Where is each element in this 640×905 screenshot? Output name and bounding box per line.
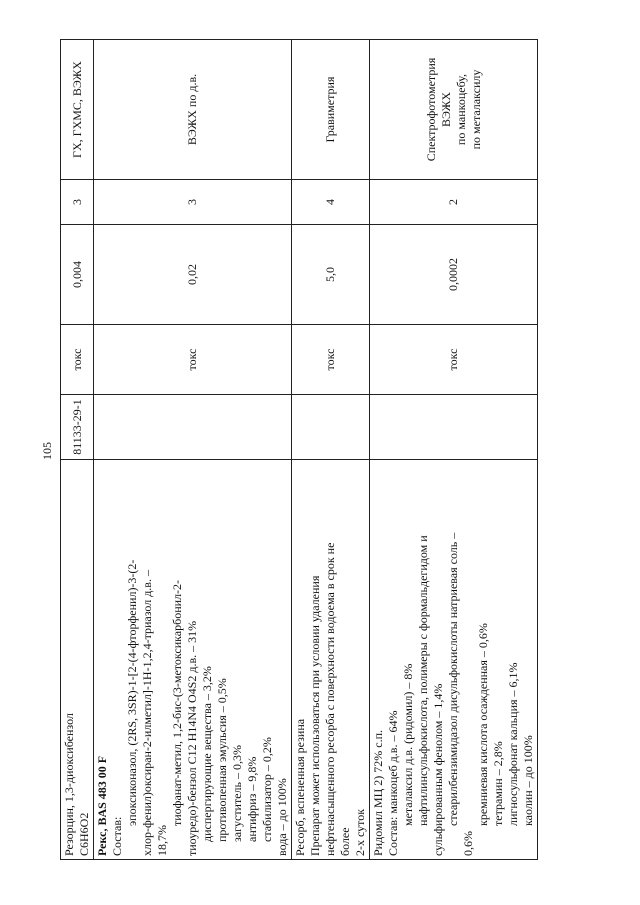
substance-cell: Резорцин, 1,3-диоксибензол C6H6O2 bbox=[61, 460, 94, 860]
class-cell: 4 bbox=[292, 180, 370, 225]
table-row bbox=[94, 40, 292, 860]
table-row bbox=[292, 40, 370, 860]
cas-cell bbox=[292, 395, 370, 460]
substance-cell: Рекс, BAS 483 00 F Состав: эпоксиконазол, (2RS, 3SR)-1-[2-(4-фторфенил)-3-(2- хлор-фенил)оксиран-2-илметил]-1H-1,2,4-триазол д.в. – 18,7% тиофанат-метил, 1,2-бис-(3-метоксикарбонил-2- тиоуредо)-бензол C12 H14N4 O4S2 д.в. – 31% диспергирующие вещества – 3,2% противопенная эмульсия – 0,5% загуститель – 0,3% антифриз – 9,8% стабилизатор – 0,2% вода – до 100% bbox=[94, 460, 292, 860]
table-row bbox=[370, 40, 538, 860]
norm-cell: 0,02 bbox=[94, 225, 292, 325]
cas-cell bbox=[370, 395, 538, 460]
norm-cell: 0,0002 bbox=[370, 225, 538, 325]
hazard-cell: токс bbox=[61, 325, 94, 395]
cas-cell: 81133-29-1 bbox=[61, 395, 94, 460]
class-cell: 3 bbox=[94, 180, 292, 225]
class-cell: 2 bbox=[370, 180, 538, 225]
rotated-table-page bbox=[60, 40, 535, 860]
norm-cell: 5,0 bbox=[292, 225, 370, 325]
method-cell: ГХ, ГХМС, ВЭЖХ bbox=[61, 40, 94, 180]
method-cell: Гравиметрия bbox=[292, 40, 370, 180]
hazard-cell: токс bbox=[292, 325, 370, 395]
method-cell: ВЭЖХ по д.в. bbox=[94, 40, 292, 180]
table-row bbox=[61, 40, 94, 860]
hazard-cell: токс bbox=[94, 325, 292, 395]
class-cell: 3 bbox=[61, 180, 94, 225]
method-cell: Спектрофотометрия ВЭЖХ по манкоцебу, по металаксилу bbox=[370, 40, 538, 180]
substance-cell: Ресорб, вспененная резина Препарат может использоваться при условии удаления нефтенасыщенного ресорба с поверхности водоема в срок не более 2-х суток bbox=[292, 460, 370, 860]
hazard-cell: токс bbox=[370, 325, 538, 395]
page-number: 105 bbox=[40, 442, 54, 460]
norm-cell: 0,004 bbox=[61, 225, 94, 325]
substance-cell: Ридомил МЦ 2) 72% с.п. Состав: манкоцеб д.в. – 64% металаксил д.в. (ридомил) – 8% нафтилинсульфокислота, полимеры с формальдегидом и сульфированным фенолом – 1,4% стеарилбензимидазол дисульфокислоты натриевая соль – 0,6% кремниевая кислота осажденная – 0,6% тетрамин – 2,8% лигносульфонат кальция – 6,1% каолин – до 100% bbox=[370, 460, 538, 860]
cas-cell bbox=[94, 395, 292, 460]
substances-table bbox=[60, 39, 538, 860]
